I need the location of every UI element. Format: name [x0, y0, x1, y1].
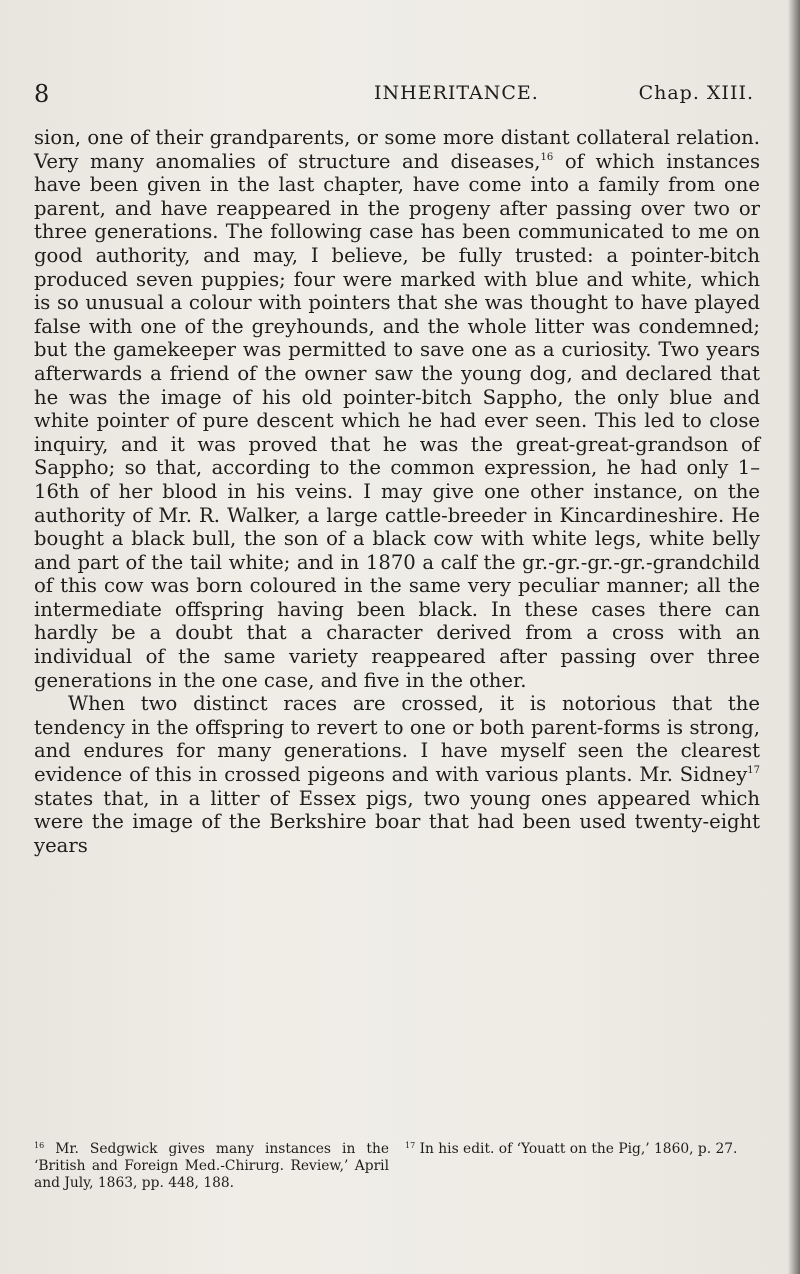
footnote-column-right — [405, 1141, 760, 1192]
paragraph-2 — [34, 692, 760, 857]
paragraph-1 — [34, 126, 760, 692]
footnote-16 — [34, 1141, 389, 1192]
footnote-ref-16: 16 — [540, 151, 554, 163]
footnote-17-text: In his edit. of ‘Youatt on the Pig,’ 1860, p. 27. — [415, 1141, 738, 1157]
footnote-16-text: Mr. Sedgwick gives many instances in the ‘British and Foreign Med.-Chirurg. Review,’ April and July, 1863, pp. 448, 188. — [34, 1141, 389, 1191]
footnote-17-mark: 17 — [405, 1141, 416, 1150]
paragraph-2-text-a: When two distinct races are crossed, it is notorious that the tendency in the offspring to revert to one or both parent-forms is strong, and endures for many generations. I have myself seen the clearest evidence of this in crossed pigeons and with various plants. Mr. Sidney — [34, 692, 760, 787]
footnote-ref-17: 17 — [747, 765, 760, 777]
paragraph-2-text-b: states that, in a litter of Essex pigs, two young ones appeared which were the image of the Berkshire boar that had been used twenty-eight years — [34, 786, 760, 857]
paragraph-1-text-b: of which instances have been given in the last chapter, have come into a family from one parent, and have reappeared in the progeny after passing over two or three generations. The following case has been communicated to me on good authority, and may, I believe, be fully trusted: a pointer-bitch produced seven puppies; four were marked with blue and white, which is so unusual a colour with pointers that she was thought to have played false with one of the greyhounds, and the whole litter was condemned; but the gamekeeper was permitted to save one as a curiosity. Two years afterwards a friend of the owner saw the young dog, and declared that he was the image of his old pointer-bitch Sappho, the only blue and white pointer of pure descent which he had ever seen. This led to close inquiry, and it was proved that he was the great-great-grandson of Sappho; so that, according to the common expression, he had only 1–16th of her blood in his veins. I may give one other instance, on the authority of Mr. R. Walker, a large cattle-breeder in Kincardineshire. He bought a black bull, the son of a black cow with white legs, white belly and part of the tail white; and in 1870 a calf the gr.-gr.-gr.-gr.-grandchild of this cow was born coloured in the same very peculiar manner; all the intermediate offspring having been black. In these cases there can hardly be a doubt that a character derived from a cross with an individual of the same variety reappeared after passing over three generations in the one case, and five in the other. — [34, 149, 760, 692]
page-edge-shadow — [788, 0, 800, 1274]
chapter-label: Chap. XIII. — [638, 82, 754, 104]
footnote-17 — [405, 1141, 760, 1158]
footnote-column-left — [34, 1141, 389, 1192]
footnote-16-mark: 16 — [34, 1141, 45, 1150]
running-title: INHERITANCE. — [374, 82, 539, 104]
page-header — [34, 80, 754, 114]
page-number: 8 — [34, 80, 50, 108]
body-text — [34, 126, 760, 857]
footnotes — [34, 1141, 760, 1192]
paragraph-1-text-a: sion, one of their grandparents, or some more distant collateral relation. Very many anomalies of structure and diseases, — [34, 126, 760, 173]
